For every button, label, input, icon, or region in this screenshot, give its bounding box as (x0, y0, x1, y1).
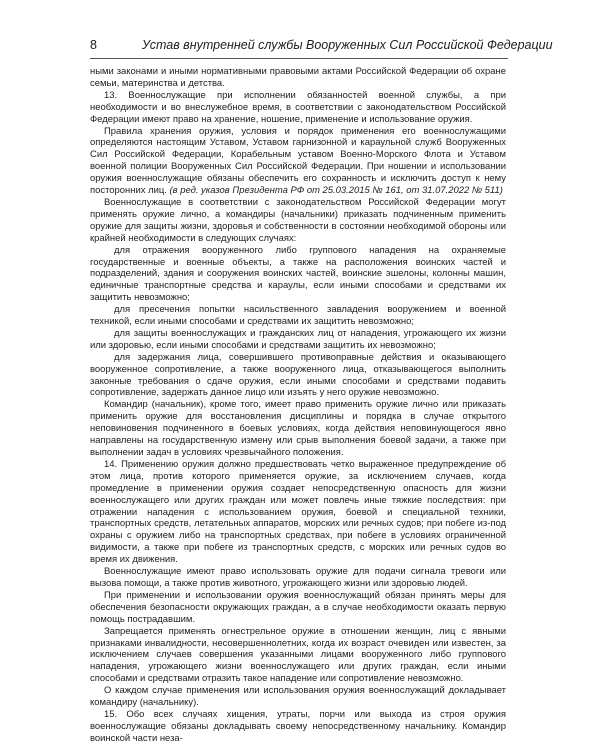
paragraph-text: для пресечения попытки насильственного завладения вооружением и военной техникой, если иными способами и средствами их защитить невозможно; (90, 304, 506, 328)
paragraph (90, 328, 506, 352)
paragraph-text: О каждом случае применения или использования оружия военнослужащий докладывает командиру (начальнику). (90, 685, 506, 709)
paragraph-text: Правила хранения оружия, условия и порядок применения его военнослужащими определяются настоящим Уставом, Уставом гарнизонной и караульной служб Вооруженных Сил Российской Федерации, Корабельным уставом Военно-Морского Флота и Уставом военной полиции Вооруженных Сил Российской Федерации. При ношении и использовании оружия военнослужащие обязаны обеспечить его сохранность и исключить доступ к нему посторонних лиц. (90, 125, 506, 197)
paragraph (90, 66, 506, 90)
paragraph (90, 126, 506, 197)
amendment-note: (в ред. указов Президента РФ от 25.03.2015 № 161, от 31.07.2022 № 511) (169, 185, 503, 197)
paragraph-text: При применении и использовании оружия военнослужащий обязан принять меры для обеспечения безопасности окружающих граждан, а в случае необходимости оказать первую помощь пострадавшим. (90, 589, 506, 625)
paragraph (90, 197, 506, 245)
paragraph-text: ными законами и иными нормативными правовыми актами Российской Федерации об охране семьи, материнства и детства. (90, 66, 506, 89)
paragraph (90, 304, 506, 328)
paragraph (90, 90, 506, 126)
paragraph-text: для защиты военнослужащих и гражданских лиц от нападения, угрожающего их жизни или здоровью, если иными способами и средствами защитить их невозможно; (90, 327, 506, 351)
paragraph (90, 566, 506, 590)
paragraph (90, 399, 506, 459)
paragraph (90, 245, 506, 305)
paragraph-text: для задержания лица, совершившего противоправные действия и оказывающего вооруженное сопротивление, а также вооруженного лица, отказывающегося выполнить законные требования о сдаче оружия, если иными способами и средствами подавить сопротивление, задержать данное лицо или изъять у него оружие невозможно. (90, 351, 506, 399)
running-title: Устав внутренней службы Вооруженных Сил Российской Федерации (142, 38, 553, 52)
paragraph-text: 15. Обо всех случаях хищения, утраты, порчи или выхода из строя оружия военнослужащие обязаны докладывать своему непосредственному начальнику. Командир воинской части неза- (90, 708, 506, 744)
paragraph (90, 626, 506, 686)
paragraph (90, 459, 506, 566)
paragraph (90, 352, 506, 400)
paragraph-text: 14. Применению оружия должно предшествовать четко выраженное предупреждение об этом лица, против которого применяется оружие, за исключением случаев, когда промедление в применении оружия создает непосредственную опасность для жизни военнослужащего или других граждан или может повлечь иные тяжкие последствия: при отражении нападения с использованием оружия, боевой и специальной техники, транспортных средств, летательных аппаратов, морских или речных судов; при побеге из-под охраны с оружием либо на транспортных средствах, при побеге в условиях ограниченной видимости, а также при побеге из транспортных средств, с морских или речных судов во время их движения. (90, 458, 506, 566)
paragraph (90, 685, 506, 709)
paragraph-text: Военнослужащие в соответствии с законодательством Российской Федерации могут применять оружие лично, а командиры (начальники) приказать подчиненным применить оружие для защиты жизни, здоровья и собственности в состоянии необходимой обороны или крайней необходимости в следующих случаях: (90, 196, 506, 244)
body-text (90, 66, 506, 745)
running-header (90, 36, 553, 59)
paragraph (90, 709, 506, 745)
paragraph-text: Военнослужащие имеют право использовать оружие для подачи сигнала тревоги или вызова помощи, а также против животного, угрожающего жизни или здоровью людей. (90, 566, 506, 589)
page-number: 8 (90, 38, 97, 52)
paragraph-text: Командир (начальник), кроме того, имеет право применить оружие лично или приказать применить оружие для восстановления дисциплины и порядка в случае открытого неповиновения подчиненного в боевых условиях, когда действия неповинующегося явно направлены на государственную измену или срыв выполнения боевой задачи, а также при выполнении задач в условиях чрезвычайного положения. (90, 399, 506, 458)
paragraph (90, 590, 506, 626)
paragraph-text: Запрещается применять огнестрельное оружие в отношении женщин, лиц с явными признаками инвалидности, несовершеннолетних, когда их возраст очевиден или известен, за исключением случаев совершения указанными лицами вооруженного либо группового нападения, угрожающего жизни военнослужащего или других граждан, если иными способами и средствами отразить такое нападение или сопротивление невозможно. (90, 625, 506, 685)
paragraph-text: 13. Военнослужащие при исполнении обязанностей военной службы, а при необходимости и во внеслужебное время, в соответствии с законодательством Российской Федерации имеют право на хранение, ношение, применение и использование оружия. (90, 89, 506, 125)
paragraph-text: для отражения вооруженного либо группового нападения на охраняемые государственные и военные объекты, а также на расположения воинских частей и подразделений, здания и сооружения воинских частей, воинские эшелоны, колонны машин, единичные транспортные средства и караулы, если иными способами и средствами их защитить невозможно; (90, 244, 506, 304)
